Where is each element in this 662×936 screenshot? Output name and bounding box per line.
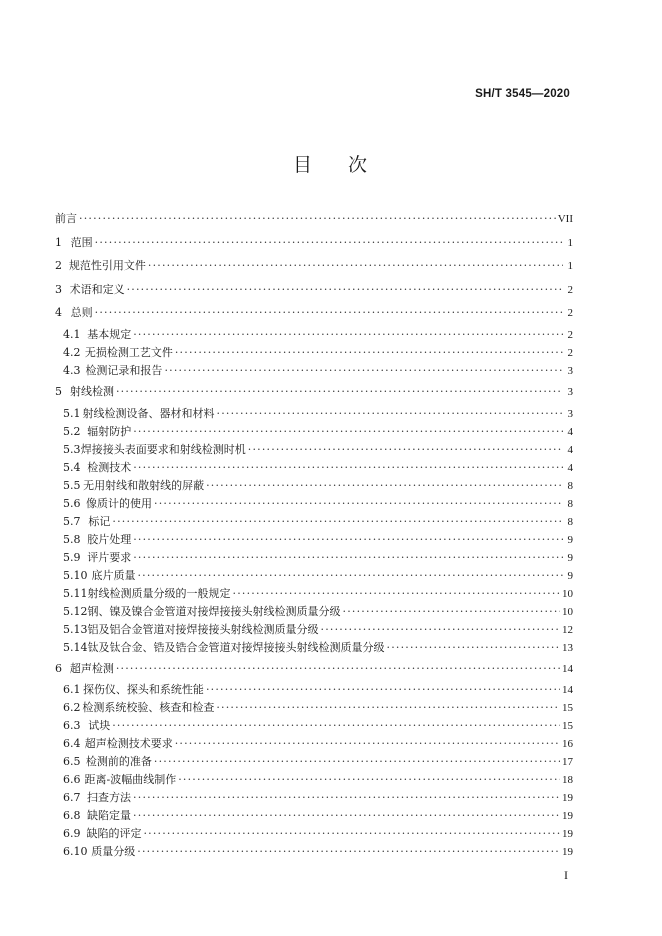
title-char-1: 目: [292, 154, 314, 176]
toc-leader-dots: [95, 231, 563, 255]
toc-entry-label: 缺陷的评定: [86, 827, 142, 841]
toc-entry[interactable]: [55, 423, 573, 441]
toc-entry-label: 底片质量: [91, 568, 136, 582]
toc-entry-label: 总则: [70, 306, 93, 320]
toc-entry-number: 5: [55, 384, 62, 398]
toc-entry-label: 胶片处理: [87, 532, 132, 546]
toc-entry-number: 6.7: [63, 791, 81, 805]
toc-entry-page: 4: [567, 461, 573, 474]
toc-leader-dots: [178, 771, 560, 789]
toc-leader-dots: [175, 735, 560, 753]
toc-entry[interactable]: [55, 789, 573, 807]
toc-entry-label: 超声检测技术要求: [84, 737, 173, 751]
toc-entry[interactable]: [55, 459, 573, 477]
toc-entry-page: 19: [562, 846, 573, 859]
toc-entry-number: 1: [55, 235, 62, 249]
toc-entry-label: 无用射线和散射线的屏蔽: [83, 478, 205, 492]
toc-entry-page: 16: [562, 738, 573, 751]
toc-leader-dots: [387, 639, 561, 657]
toc-entry-number: 6.8: [63, 809, 81, 823]
toc-entry-number: 5.14: [63, 640, 88, 654]
toc-entry[interactable]: [55, 278, 573, 302]
toc-entry[interactable]: [55, 753, 573, 771]
toc-entry-number: 5.11: [63, 586, 88, 600]
toc-entry-number: 5.13: [63, 622, 88, 636]
standard-code: SH/T 3545—2020: [475, 88, 570, 100]
toc-entry-number: 4.3: [63, 363, 81, 377]
toc-entry-label: 检测系统校验、核查和检查: [82, 701, 215, 715]
toc-entry-page: 18: [562, 774, 573, 787]
toc-entry-label: 前言: [55, 212, 77, 225]
toc-leader-dots: [112, 513, 563, 531]
toc-entry[interactable]: [55, 513, 573, 531]
toc-entry-page: 14: [562, 684, 573, 697]
toc-entry-label: 像质计的使用: [86, 496, 153, 510]
toc-entry-page: 9: [567, 533, 573, 546]
toc-entry[interactable]: [55, 362, 573, 380]
toc-entry[interactable]: [55, 549, 573, 567]
toc-entry-page: 3: [567, 407, 573, 420]
toc-entry-number: 5.2: [63, 424, 81, 438]
page-title: [0, 150, 662, 177]
toc-leader-dots: [137, 843, 560, 861]
toc-entry-label: 范围: [70, 235, 93, 249]
toc-entry-page: 15: [562, 720, 573, 733]
toc-leader-dots: [321, 621, 561, 639]
toc-entry-number: 5.4: [63, 460, 81, 474]
toc-entry-label: 铝及铝合金管道对接焊接接头射线检测质量分级: [87, 622, 319, 636]
toc-leader-dots: [95, 301, 563, 325]
toc-entry-label: 检测记录和报告: [85, 363, 163, 377]
toc-entry-page: 9: [567, 569, 573, 582]
toc-entry-page: 2: [567, 283, 573, 296]
toc-entry-label: 射线检测质量分级的一般规定: [87, 586, 231, 600]
page-number: I: [564, 868, 568, 882]
toc-leader-dots: [133, 549, 563, 567]
toc-entry-label: 距离-波幅曲线制作: [84, 773, 177, 787]
toc-entry-number: 5.6: [63, 496, 81, 510]
toc-entry-label: 辐射防护: [87, 424, 132, 438]
toc-entry[interactable]: [55, 380, 573, 404]
toc-entry[interactable]: [55, 699, 573, 717]
toc-leader-dots: [116, 380, 563, 404]
toc-leader-dots: [112, 717, 560, 735]
toc-entry-page: 8: [567, 497, 573, 510]
toc-leader-dots: [127, 278, 563, 302]
toc-entry[interactable]: [55, 825, 573, 843]
toc-entry-label: 焊接接头表面要求和射线检测时机: [80, 442, 246, 456]
toc-entry[interactable]: [55, 585, 573, 603]
toc-leader-dots: [175, 344, 563, 362]
toc-leader-dots: [233, 585, 561, 603]
toc-entry-label: 探伤仪、探头和系统性能: [82, 683, 204, 697]
toc-entry[interactable]: [55, 531, 573, 549]
toc-entry[interactable]: [55, 495, 573, 513]
toc-entry[interactable]: [55, 567, 573, 585]
toc-entry-label: 术语和定义: [69, 282, 125, 296]
toc-entry-number: 4.2: [63, 345, 81, 359]
toc-entry-label: 超声检测: [69, 661, 114, 675]
table-of-contents: [55, 207, 573, 861]
toc-leader-dots: [217, 405, 563, 423]
toc-entry[interactable]: [55, 231, 573, 255]
toc-leader-dots: [248, 441, 563, 459]
toc-entry-page: 10: [562, 605, 573, 618]
toc-entry-label: 标记: [88, 514, 111, 528]
toc-entry-label: 检测技术: [87, 460, 132, 474]
toc-entry[interactable]: [55, 843, 573, 861]
toc-entry-page: 4: [567, 425, 573, 438]
toc-entry-number: 4: [55, 306, 62, 320]
toc-leader-dots: [154, 753, 560, 771]
toc-leader-dots: [148, 254, 563, 278]
toc-entry-number: 6: [55, 661, 62, 675]
toc-entry-page: 3: [567, 385, 573, 398]
toc-leader-dots: [154, 495, 563, 513]
toc-leader-dots: [133, 459, 563, 477]
toc-entry-number: 4.1: [63, 327, 81, 341]
toc-entry-page: 19: [562, 792, 573, 805]
toc-entry[interactable]: [55, 477, 573, 495]
toc-entry-page: 15: [562, 702, 573, 715]
toc-entry-number: 5.10: [63, 568, 88, 582]
toc-entry-page: VII: [557, 213, 573, 225]
toc-entry-number: 5.8: [63, 532, 81, 546]
toc-entry-label: 基本规定: [87, 327, 132, 341]
toc-entry[interactable]: [55, 681, 573, 699]
toc-leader-dots: [133, 423, 563, 441]
toc-entry-page: 8: [567, 515, 573, 528]
toc-leader-dots: [133, 326, 563, 344]
toc-entry-number: 6.3: [63, 719, 81, 733]
toc-entry-page: 1: [567, 236, 573, 249]
toc-entry-page: 2: [567, 346, 573, 359]
toc-leader-dots: [206, 477, 563, 495]
toc-entry-number: 6.1: [63, 683, 81, 697]
toc-entry-number: 5.5: [63, 478, 81, 492]
toc-entry[interactable]: [55, 735, 573, 753]
toc-entry-number: 6.9: [63, 827, 81, 841]
toc-entry-number: 5.7: [63, 514, 81, 528]
toc-entry[interactable]: [55, 717, 573, 735]
toc-entry-label: 钢、镍及镍合金管道对接焊接接头射线检测质量分级: [87, 604, 341, 618]
toc-entry-number: 6.6: [63, 773, 81, 787]
toc-entry-number: 2: [55, 259, 62, 273]
toc-entry-page: 10: [562, 587, 573, 600]
toc-entry-page: 4: [567, 443, 573, 456]
toc-entry-label: 评片要求: [87, 550, 132, 564]
toc-entry-number: 5.3: [63, 442, 81, 456]
toc-entry-number: 5.1: [63, 406, 81, 420]
toc-entry-page: 14: [562, 662, 573, 675]
toc-entry-label: 钛及钛合金、锆及锆合金管道对接焊接接头射线检测质量分级: [87, 640, 385, 654]
toc-entry-number: 6.5: [63, 755, 81, 769]
toc-leader-dots: [216, 699, 560, 717]
toc-leader-dots: [343, 603, 561, 621]
toc-leader-dots: [133, 531, 563, 549]
toc-entry[interactable]: [55, 771, 573, 789]
toc-entry-number: 6.2: [63, 701, 81, 715]
toc-leader-dots: [79, 207, 556, 231]
toc-entry-label: 规范性引用文件: [68, 259, 146, 273]
toc-entry-label: 无损检测工艺文件: [84, 345, 173, 359]
toc-entry-page: 1: [567, 260, 573, 273]
toc-leader-dots: [143, 825, 560, 843]
toc-entry-label: 射线检测设备、器材和材料: [82, 406, 215, 420]
toc-entry-label: 扫查方法: [87, 791, 132, 805]
toc-entry-page: 19: [562, 810, 573, 823]
toc-entry[interactable]: [55, 301, 573, 325]
toc-entry[interactable]: [55, 441, 573, 459]
toc-entry[interactable]: [55, 807, 573, 825]
toc-leader-dots: [137, 567, 563, 585]
toc-entry[interactable]: [55, 344, 573, 362]
toc-entry-label: 检测前的准备: [85, 755, 152, 769]
toc-leader-dots: [206, 681, 560, 699]
toc-entry[interactable]: [55, 254, 573, 278]
toc-entry[interactable]: [55, 621, 573, 639]
toc-entry-page: 9: [567, 551, 573, 564]
toc-leader-dots: [133, 789, 560, 807]
toc-entry-label: 缺陷定量: [87, 809, 132, 823]
toc-entry-label: 试块: [88, 719, 111, 733]
toc-leader-dots: [164, 362, 563, 380]
toc-entry-page: 17: [562, 756, 573, 769]
toc-entry-number: 5.9: [63, 550, 81, 564]
toc-entry-page: 2: [567, 307, 573, 320]
toc-entry-number: 3: [55, 282, 62, 296]
toc-entry-page: 3: [567, 364, 573, 377]
toc-entry-page: 19: [562, 828, 573, 841]
toc-leader-dots: [116, 657, 560, 681]
toc-entry-label: 质量分级: [91, 845, 136, 859]
toc-entry-label: 射线检测: [69, 384, 114, 398]
toc-entry-number: 6.10: [63, 845, 88, 859]
toc-entry[interactable]: [55, 603, 573, 621]
toc-entry-page: 13: [562, 641, 573, 654]
toc-entry-number: 5.12: [63, 604, 88, 618]
toc-leader-dots: [133, 807, 560, 825]
toc-entry-page: 12: [562, 623, 573, 636]
title-char-2: 次: [348, 154, 370, 176]
toc-entry-page: 8: [567, 479, 573, 492]
toc-entry[interactable]: [55, 405, 573, 423]
toc-entry-number: 6.4: [63, 737, 81, 751]
toc-entry[interactable]: [55, 657, 573, 681]
toc-entry[interactable]: [55, 207, 573, 231]
toc-entry[interactable]: [55, 326, 573, 344]
toc-entry-page: 2: [567, 328, 573, 341]
toc-entry[interactable]: [55, 639, 573, 657]
